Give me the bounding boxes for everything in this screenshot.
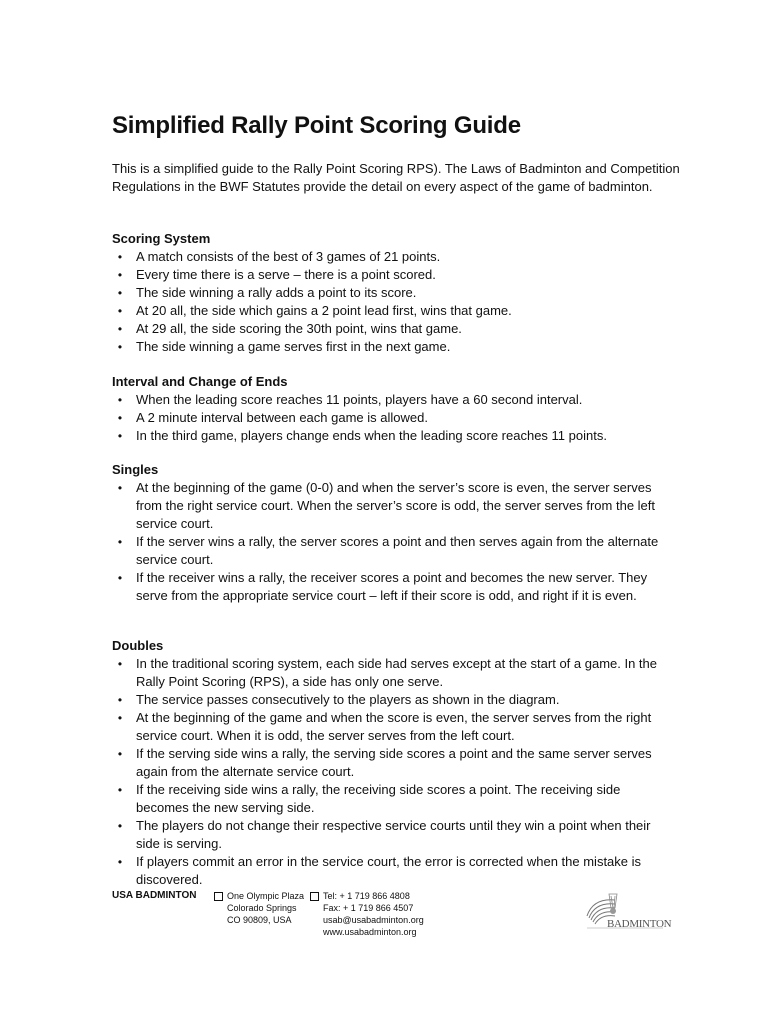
section-singles (112, 461, 672, 605)
bullet-list (112, 655, 672, 889)
bullet-list (112, 248, 672, 356)
bullet-icon: • (117, 693, 123, 707)
address-line: CO 90809, USA (227, 915, 292, 925)
logo-text: BADMINTON (607, 918, 672, 930)
bullet-list (112, 479, 672, 605)
list-item: • At the beginning of the game (0-0) and when the server’s score is even, the server serves from the right service court. When the server’s score is odd, the server serves from the left service court. (112, 479, 672, 533)
list-item: • If the receiver wins a rally, the receiver scores a point and becomes the new server. They serve from the appropriate service court – left if their score is odd, and right if it is even. (112, 569, 672, 605)
list-item: • At 29 all, the side scoring the 30th point, wins that game. (112, 320, 672, 338)
list-item: • If the receiving side wins a rally, the receiving side scores a point. The receiving side becomes the new serving side. (112, 781, 672, 817)
bullet-icon: • (117, 571, 123, 585)
bullet-icon: • (117, 429, 123, 443)
list-item: • If players commit an error in the service court, the error is corrected when the mistake is discovered. (112, 853, 672, 889)
bullet-icon: • (117, 481, 123, 495)
contact-phone: Tel: + 1 719 866 4808 (323, 891, 410, 901)
list-item: • The side winning a game serves first in the next game. (112, 338, 672, 356)
bullet-icon: • (117, 711, 123, 725)
footer-contact (323, 890, 424, 938)
section-heading: Scoring System (112, 231, 211, 246)
list-item: • A 2 minute interval between each game is allowed. (112, 409, 672, 427)
list-item: • The side winning a rally adds a point to its score. (112, 284, 672, 302)
contact-fax: Fax: + 1 719 866 4507 (323, 903, 414, 913)
footer-address (227, 890, 304, 926)
bullet-icon: • (117, 268, 123, 282)
square-icon (310, 892, 319, 901)
bullet-icon: • (117, 855, 123, 869)
list-item: • If the server wins a rally, the server scores a point and then serves again from the alternate service court. (112, 533, 672, 569)
list-item: • When the leading score reaches 11 points, players have a 60 second interval. (112, 391, 672, 409)
intro-paragraph: This is a simplified guide to the Rally Point Scoring RPS). The Laws of Badminton and Competition Regulations in the BWF Statutes provide the detail on every aspect of the game of badminton. (112, 161, 680, 194)
bullet-icon: • (117, 411, 123, 425)
bullet-icon: • (117, 340, 123, 354)
section-interval-change-of-ends (112, 373, 672, 445)
bullet-icon: • (117, 304, 123, 318)
list-item: • Every time there is a serve – there is a point scored. (112, 266, 672, 284)
bullet-list (112, 391, 672, 445)
footer-org-name: USA BADMINTON (112, 890, 197, 901)
list-item: • At the beginning of the game and when the score is even, the server serves from the right service court. When it is odd, the server serves from the left court. (112, 709, 672, 745)
list-item: • The players do not change their respective service courts until they win a point when their side is serving. (112, 817, 672, 853)
contact-email: usab@usabadminton.org (323, 915, 424, 925)
list-item: • At 20 all, the side which gains a 2 point lead first, wins that game. (112, 302, 672, 320)
bullet-icon: • (117, 535, 123, 549)
bullet-icon: • (117, 286, 123, 300)
list-item: • A match consists of the best of 3 games of 21 points. (112, 248, 672, 266)
bullet-icon: • (117, 657, 123, 671)
bullet-icon: • (117, 393, 123, 407)
address-line: One Olympic Plaza (227, 891, 305, 901)
section-scoring-system (112, 230, 672, 356)
section-heading: Doubles (112, 638, 164, 653)
bullet-icon: • (117, 783, 123, 797)
bullet-icon: • (117, 747, 123, 761)
list-item: • In the third game, players change ends when the leading score reaches 11 points. (112, 427, 672, 445)
contact-website: www.usabadminton.org (323, 927, 417, 937)
section-heading: Singles (112, 462, 159, 477)
section-heading: Interval and Change of Ends (112, 374, 288, 389)
bullet-icon: • (117, 322, 123, 336)
section-doubles (112, 637, 672, 889)
list-item: • In the traditional scoring system, each side had serves except at the start of a game. In the Rally Point Scoring (RPS), a side has only one serve. (112, 655, 672, 691)
address-line: Colorado Springs (227, 903, 297, 913)
bullet-icon: • (117, 819, 123, 833)
list-item: • If the serving side wins a rally, the serving side scores a point and the same server serves again from the alternate service court. (112, 745, 672, 781)
list-item: • The service passes consecutively to the players as shown in the diagram. (112, 691, 672, 709)
bullet-icon: • (117, 250, 123, 264)
square-icon (214, 892, 223, 901)
page-title: Simplified Rally Point Scoring Guide (112, 112, 521, 139)
